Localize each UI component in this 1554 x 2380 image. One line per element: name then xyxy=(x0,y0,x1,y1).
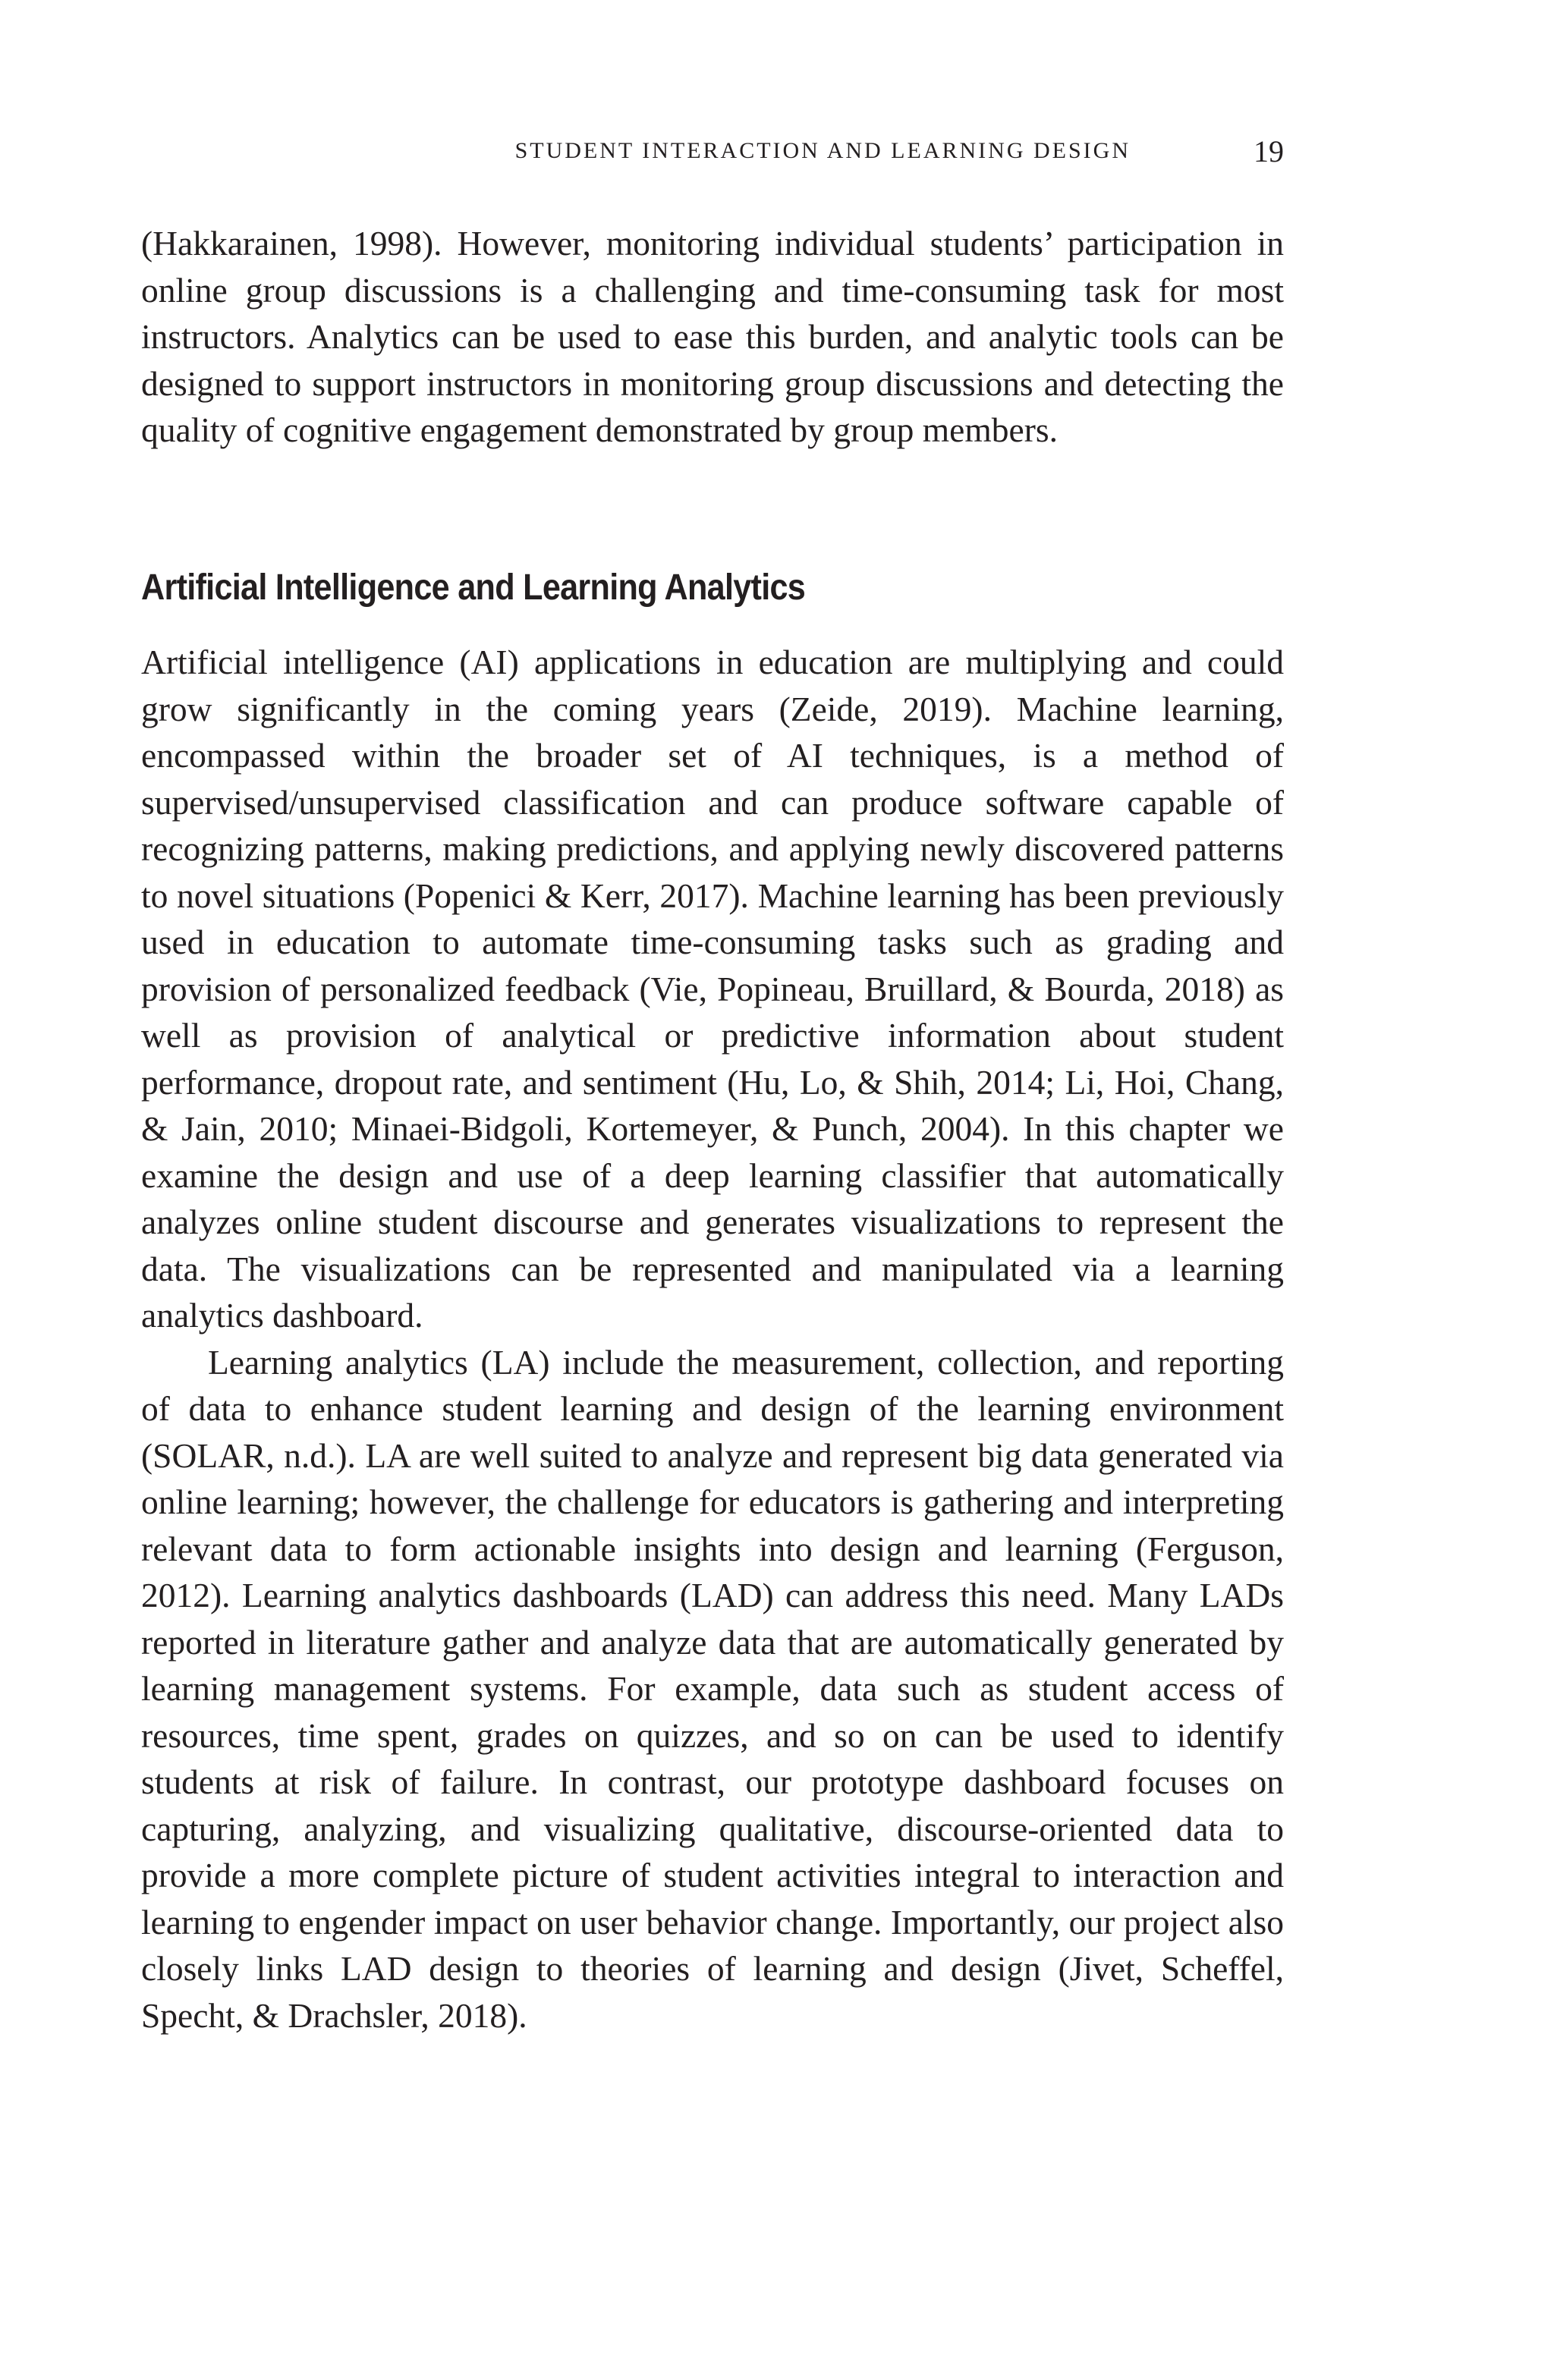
body-paragraph: Artificial intelligence (AI) applications in education are multiplying and could grow significantly in the coming years (Zeide, 2019). Machine learning, encompassed within the broader set of AI techniques, is a method of supervised/unsupervised classification and can produce software capable of recognizing patterns, making predictions, and applying newly discovered patterns to novel situations (Popenici & Kerr, 2017). Machine learning has been previously used in education to automate time-consuming tasks such as grading and provision of personalized feedback (Vie, Popineau, Bruillard, & Bourda, 2018) as well as provision of analytical or predictive information about student performance, dropout rate, and sentiment (Hu, Lo, & Shih, 2014; Li, Hoi, Chang, & Jain, 2010; Minaei-Bidgoli, Kortemeyer, & Punch, 2004). In this chapter we examine the design and use of a deep learning classifier that automatically analyzes online student discourse and generates visualizations to represent the data. The visualizations can be represented and manipulated via a learning analytics dashboard. xyxy=(141,643,1284,1335)
body-paragraph: (Hakkarainen, 1998). However, monitoring individual students’ participation in online group discussions is a challenging and time-consuming task for most instructors. Analytics can be used to ease this burden, and analytic tools can be designed to support instructors in monitoring group discussions and detecting the quality of cognitive engagement demonstrated by group members. xyxy=(141,224,1284,449)
section-heading: Artificial Intelligence and Learning Analytics xyxy=(141,567,806,608)
section-body xyxy=(141,639,1284,2039)
running-head xyxy=(141,134,1284,173)
page-number: 19 xyxy=(1254,134,1284,168)
running-head-title: STUDENT INTERACTION AND LEARNING DESIGN xyxy=(514,138,1131,163)
body-paragraph: Learning analytics (LA) include the measurement, collection, and reporting of data to enhance student learning and design of the learning environment (SOLAR, n.d.). LA are well suited to analyze and represent big data generated via online learning; however, the challenge for educators is gathering and interpreting relevant data to form actionable insights into design and learning (Ferguson, 2012). Learning analytics dashboards (LAD) can address this need. Many LADs reported in literature gather and analyze data that are automatically generated by learning management systems. For example, data such as student access of resources, time spent, grades on quizzes, and so on can be used to identify students at risk of failure. In contrast, our prototype dashboard focuses on capturing, analyzing, and visualizing qualitative, discourse-oriented data to provide a more complete picture of student activities integral to interaction and learning to engender impact on user behavior change. Importantly, our project also closely links LAD design to theories of learning and design (Jivet, Scheffel, Specht, & Drachsler, 2018). xyxy=(141,1342,1284,2035)
